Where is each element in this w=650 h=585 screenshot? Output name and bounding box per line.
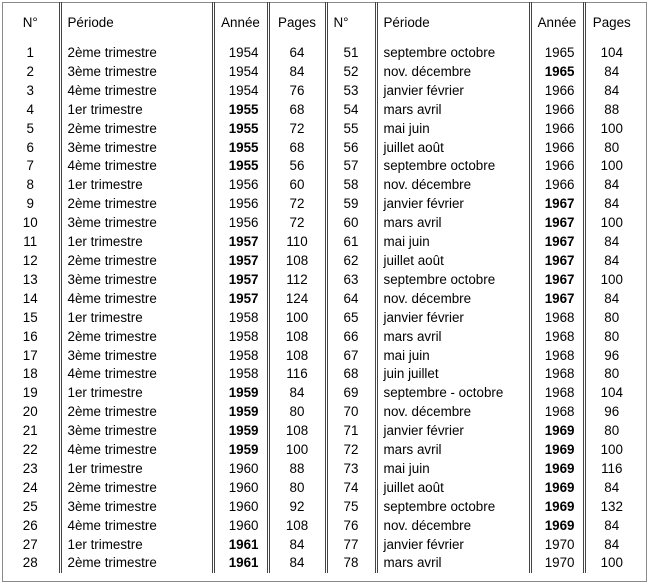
cell-pages-left: 116 [268,365,326,384]
cell-pages-left: 100 [268,441,326,460]
cell-periode-left: 3ème trimestre [60,498,213,517]
cell-periode-left: 3ème trimestre [60,422,213,441]
cell-periode-left: 4ème trimestre [60,82,213,101]
cell-periode-left: 1er trimestre [60,536,213,555]
cell-num-left: 25 [22,498,38,514]
table-row [2,214,638,233]
cell-pages-right: 84 [584,82,638,101]
cell-annee-right: 1968 [530,328,584,347]
cell-periode-left: 1er trimestre [60,460,213,479]
cell-periode-left: 2ème trimestre [60,120,213,139]
cell-pages-left: 88 [268,460,326,479]
cell-num-right: 56 [326,139,376,158]
table-row [2,252,638,271]
cell-periode-right: mars avril [376,101,530,120]
cell-annee-right: 1968 [530,365,584,384]
cell-num-left: 20 [22,404,38,420]
cell-periode-right: janvier février [376,422,530,441]
cell-annee-right: 1969 [530,460,584,479]
cell-annee-right: 1967 [530,252,584,271]
cell-num-right: 54 [326,101,376,120]
cell-pages-right: 100 [584,120,638,139]
cell-periode-left: 2ème trimestre [60,195,213,214]
cell-periode-left: 4ème trimestre [60,365,213,384]
cell-periode-left: 3ème trimestre [60,271,213,290]
cell-periode-left: 3ème trimestre [60,347,213,366]
cell-periode-right: juillet août [376,252,530,271]
cell-periode-left: 4ème trimestre [60,157,213,176]
cell-periode-left: 2ème trimestre [60,479,213,498]
cell-annee-left: 1959 [213,422,268,441]
cell-pages-right: 100 [584,214,638,233]
table-row [2,44,638,63]
cell-annee-left: 1960 [213,479,268,498]
cell-num-right: 71 [326,422,376,441]
cell-annee-right: 1967 [530,271,584,290]
cell-periode-left: 1er trimestre [60,176,213,195]
cell-annee-right: 1969 [530,479,584,498]
table-row [2,554,638,573]
cell-annee-right: 1968 [530,347,584,366]
cell-annee-left: 1955 [213,157,268,176]
cell-periode-right: septembre octobre [376,498,530,517]
cell-periode-left: 2ème trimestre [60,252,213,271]
cell-num-left: 2 [26,63,34,79]
cell-num-right: 70 [326,403,376,422]
table-row [2,157,638,176]
cell-pages-right: 84 [584,176,638,195]
cell-num-right: 78 [326,554,376,573]
cell-annee-right: 1969 [530,441,584,460]
cell-periode-right: mars avril [376,328,530,347]
cell-pages-right: 84 [584,290,638,309]
cell-pages-right: 96 [584,403,638,422]
cell-annee-left: 1955 [213,120,268,139]
cell-annee-left: 1958 [213,347,268,366]
cell-pages-left: 80 [268,479,326,498]
cell-pages-left: 72 [268,214,326,233]
cell-pages-left: 80 [268,403,326,422]
cell-pages-left: 84 [268,554,326,573]
cell-annee-left: 1958 [213,309,268,328]
cell-periode-left: 3ème trimestre [60,63,213,82]
cell-pages-right: 100 [584,441,638,460]
cell-num-right: 51 [326,44,376,63]
cell-pages-right: 88 [584,101,638,120]
cell-periode-left: 4ème trimestre [60,441,213,460]
cell-annee-right: 1968 [530,403,584,422]
cell-pages-left: 110 [268,233,326,252]
cell-periode-left: 2ème trimestre [60,328,213,347]
cell-pages-left: 60 [268,176,326,195]
cell-num-left: 5 [26,120,34,136]
cell-num-right: 52 [326,63,376,82]
table-row [2,233,638,252]
cell-num-left: 17 [22,347,38,363]
table-row [2,403,638,422]
cell-pages-left: 72 [268,195,326,214]
cell-annee-left: 1955 [213,101,268,120]
cell-periode-left: 2ème trimestre [60,44,213,63]
header-num-left: N° [22,15,38,30]
cell-annee-left: 1959 [213,441,268,460]
table-row [2,120,638,139]
cell-num-left: 8 [26,177,34,193]
cell-annee-right: 1969 [530,517,584,536]
cell-annee-left: 1959 [213,384,268,403]
cell-pages-left: 56 [268,157,326,176]
cell-num-right: 64 [326,290,376,309]
cell-pages-right: 84 [584,252,638,271]
cell-annee-left: 1956 [213,176,268,195]
cell-num-right: 57 [326,157,376,176]
cell-num-left: 28 [22,555,38,571]
cell-num-left: 6 [26,139,34,155]
cell-periode-right: janvier février [376,536,530,555]
cell-pages-right: 80 [584,365,638,384]
table-row [2,82,638,101]
cell-annee-right: 1970 [530,536,584,555]
table-row [2,479,638,498]
header-periode-right: Période [376,2,530,44]
cell-num-left: 19 [22,385,38,401]
cell-pages-right: 100 [584,554,638,573]
cell-annee-left: 1956 [213,195,268,214]
cell-num-left: 11 [23,234,38,250]
cell-pages-left: 100 [268,309,326,328]
cell-num-right: 58 [326,176,376,195]
cell-pages-left: 72 [268,120,326,139]
table-row [2,365,638,384]
cell-num-left: 1 [26,45,34,60]
cell-num-left: 24 [22,479,38,495]
cell-pages-right: 84 [584,517,638,536]
cell-pages-right: 80 [584,328,638,347]
cell-annee-left: 1957 [213,252,268,271]
table-row [2,63,638,82]
cell-periode-left: 1er trimestre [60,384,213,403]
cell-pages-left: 108 [268,252,326,271]
cell-annee-right: 1966 [530,101,584,120]
cell-num-left: 15 [22,309,38,325]
cell-annee-right: 1965 [530,63,584,82]
cell-num-right: 74 [326,479,376,498]
table-row [2,139,638,158]
cell-num-left: 7 [26,158,34,174]
cell-annee-right: 1968 [530,384,584,403]
cell-annee-left: 1961 [213,554,268,573]
cell-annee-left: 1954 [213,44,268,63]
cell-annee-left: 1954 [213,82,268,101]
cell-periode-left: 2ème trimestre [60,403,213,422]
cell-periode-right: janvier février [376,195,530,214]
header-annee-right: Année [530,2,584,44]
cell-annee-right: 1966 [530,120,584,139]
cell-annee-right: 1969 [530,422,584,441]
header-num-right: N° [326,2,376,44]
cell-annee-right: 1968 [530,309,584,328]
cell-num-right: 77 [326,536,376,555]
cell-pages-right: 80 [584,139,638,158]
cell-periode-right: mars avril [376,214,530,233]
table-row [2,384,638,403]
cell-annee-left: 1960 [213,460,268,479]
header-row [2,2,638,44]
cell-annee-left: 1955 [213,139,268,158]
table-body [2,44,638,573]
cell-periode-right: nov. décembre [376,290,530,309]
cell-num-right: 59 [326,195,376,214]
cell-periode-right: septembre octobre [376,44,530,63]
cell-pages-left: 124 [268,290,326,309]
cell-periode-right: nov. décembre [376,517,530,536]
cell-annee-left: 1961 [213,536,268,555]
cell-num-left: 27 [22,536,38,552]
cell-annee-left: 1957 [213,290,268,309]
cell-num-left: 21 [22,423,38,439]
cell-periode-right: janvier février [376,82,530,101]
cell-annee-left: 1957 [213,271,268,290]
cell-annee-right: 1966 [530,139,584,158]
cell-pages-right: 116 [584,460,638,479]
cell-num-left: 26 [22,517,38,533]
cell-pages-right: 104 [584,44,638,63]
table-row [2,309,638,328]
cell-periode-left: 1er trimestre [60,101,213,120]
cell-num-left: 18 [22,366,38,382]
cell-pages-left: 108 [268,347,326,366]
table-row [2,498,638,517]
cell-num-right: 62 [326,252,376,271]
cell-periode-right: septembre octobre [376,157,530,176]
cell-num-right: 67 [326,347,376,366]
cell-num-right: 72 [326,441,376,460]
cell-periode-right: mars avril [376,554,530,573]
cell-periode-left: 2ème trimestre [60,554,213,573]
table-row [2,290,638,309]
cell-num-right: 65 [326,309,376,328]
issues-table [2,2,638,573]
table-row [2,517,638,536]
cell-pages-left: 64 [268,44,326,63]
cell-periode-right: juillet août [376,139,530,158]
header-periode-left: Période [60,2,213,44]
cell-periode-right: mai juin [376,233,530,252]
cell-num-right: 53 [326,82,376,101]
cell-num-right: 60 [326,214,376,233]
header-pages-right: Pages [584,2,638,44]
cell-annee-right: 1965 [530,44,584,63]
cell-pages-right: 84 [584,233,638,252]
cell-periode-right: juin juillet [376,365,530,384]
cell-num-left: 22 [22,442,38,458]
cell-pages-left: 112 [268,271,326,290]
cell-periode-right: mars avril [376,441,530,460]
cell-periode-right: nov. décembre [376,403,530,422]
table-row [2,441,638,460]
cell-periode-right: mai juin [376,120,530,139]
cell-num-left: 23 [22,460,38,476]
cell-pages-right: 100 [584,271,638,290]
cell-pages-right: 132 [584,498,638,517]
cell-pages-left: 76 [268,82,326,101]
cell-annee-left: 1959 [213,403,268,422]
cell-periode-left: 1er trimestre [60,233,213,252]
cell-num-right: 66 [326,328,376,347]
cell-annee-right: 1966 [530,176,584,195]
cell-annee-left: 1960 [213,498,268,517]
cell-pages-left: 108 [268,422,326,441]
cell-annee-right: 1967 [530,233,584,252]
cell-periode-right: septembre octobre [376,271,530,290]
cell-annee-right: 1966 [530,82,584,101]
cell-num-right: 68 [326,365,376,384]
table-row [2,101,638,120]
cell-annee-right: 1969 [530,498,584,517]
cell-num-left: 13 [22,271,38,287]
cell-pages-right: 96 [584,347,638,366]
cell-num-right: 61 [326,233,376,252]
cell-periode-right: nov. décembre [376,63,530,82]
cell-periode-right: mai juin [376,347,530,366]
cell-annee-right: 1970 [530,554,584,573]
cell-pages-left: 108 [268,517,326,536]
cell-pages-right: 84 [584,479,638,498]
cell-num-left: 10 [22,215,38,231]
header-pages-left: Pages [268,2,326,44]
cell-pages-left: 84 [268,384,326,403]
cell-pages-left: 84 [268,536,326,555]
cell-pages-right: 84 [584,195,638,214]
cell-num-left: 9 [26,196,34,212]
cell-pages-left: 68 [268,139,326,158]
cell-num-left: 4 [26,101,34,117]
cell-num-left: 12 [22,252,38,268]
cell-periode-left: 4ème trimestre [60,290,213,309]
table-row [2,536,638,555]
cell-annee-right: 1967 [530,214,584,233]
cell-pages-right: 104 [584,384,638,403]
cell-periode-right: janvier février [376,309,530,328]
cell-pages-right: 100 [584,157,638,176]
cell-periode-left: 1er trimestre [60,309,213,328]
cell-periode-left: 4ème trimestre [60,517,213,536]
cell-pages-right: 80 [584,422,638,441]
cell-num-right: 75 [326,498,376,517]
cell-annee-right: 1967 [530,195,584,214]
cell-periode-left: 3ème trimestre [60,139,213,158]
cell-periode-right: septembre - octobre [376,384,530,403]
cell-num-right: 55 [326,120,376,139]
table-row [2,328,638,347]
cell-annee-left: 1957 [213,233,268,252]
cell-num-right: 73 [326,460,376,479]
cell-annee-right: 1966 [530,157,584,176]
table-row [2,271,638,290]
header-annee-left: Année [213,2,268,44]
cell-pages-left: 84 [268,63,326,82]
cell-pages-left: 108 [268,328,326,347]
cell-pages-right: 84 [584,63,638,82]
cell-annee-left: 1956 [213,214,268,233]
cell-periode-right: mai juin [376,460,530,479]
table-row [2,195,638,214]
cell-periode-left: 3ème trimestre [60,214,213,233]
cell-annee-left: 1960 [213,517,268,536]
cell-pages-left: 68 [268,101,326,120]
table-row [2,460,638,479]
cell-num-left: 14 [22,290,38,306]
table-row [2,422,638,441]
cell-annee-right: 1967 [530,290,584,309]
cell-annee-left: 1958 [213,328,268,347]
cell-num-left: 16 [22,328,38,344]
cell-num-right: 69 [326,384,376,403]
cell-num-right: 63 [326,271,376,290]
cell-pages-right: 84 [584,536,638,555]
cell-pages-right: 80 [584,309,638,328]
cell-annee-left: 1958 [213,365,268,384]
cell-num-right: 76 [326,517,376,536]
table-row [2,347,638,366]
cell-annee-left: 1954 [213,63,268,82]
cell-periode-right: juillet août [376,479,530,498]
cell-num-left: 3 [26,82,34,98]
table-row [2,176,638,195]
cell-pages-left: 92 [268,498,326,517]
cell-periode-right: nov. décembre [376,176,530,195]
